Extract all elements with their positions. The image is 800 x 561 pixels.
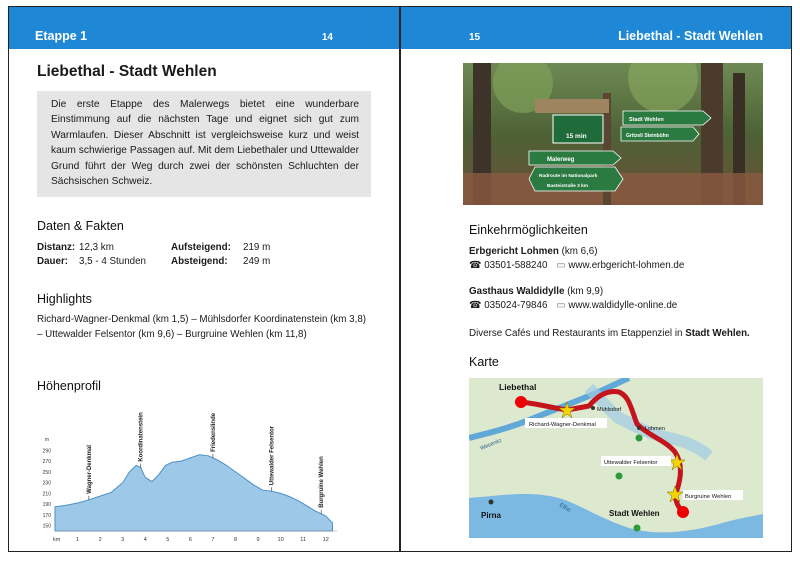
- ascent-label: Aufsteigend:: [171, 242, 231, 253]
- page-title: Liebethal - Stadt Wehlen: [37, 63, 217, 80]
- x-tick-label: 12: [322, 537, 329, 543]
- x-tick-label: 9: [256, 537, 260, 543]
- left-page: [8, 6, 400, 552]
- x-tick-label: 7: [211, 537, 215, 543]
- map-label-muehlsdorf: Mühlsdorf: [597, 407, 622, 413]
- place-phone: 03501-588240: [484, 260, 548, 271]
- sign-malerweg: Malerweg: [547, 157, 575, 163]
- map-label-marker: 3: [643, 437, 646, 443]
- phone-icon: ☎: [469, 300, 482, 311]
- lodging-heading: Einkehrmöglichkeiten: [469, 223, 588, 237]
- page-number-right: 15: [469, 32, 481, 43]
- stage-title: Etappe 1: [35, 29, 88, 43]
- map-label-pirna: Pirna: [481, 511, 502, 520]
- descent-value: 249 m: [243, 256, 271, 267]
- computer-icon: ▭: [556, 300, 566, 311]
- y-tick-label: 210: [42, 491, 51, 498]
- sign-gritzeli: Gritzeli Steinbühn: [626, 133, 669, 139]
- page-number-left: 14: [321, 32, 333, 43]
- sign-basteistrasse: Basteistraße 3 km: [547, 184, 589, 189]
- route-map-image: [469, 378, 763, 538]
- signpost-photo: [463, 63, 763, 205]
- elevation-profile: [25, 403, 345, 549]
- map-label-wesenitz: Wesenitz: [479, 437, 503, 452]
- map-label-elbe: Elbe: [558, 502, 572, 514]
- duration-label: Dauer:: [37, 256, 69, 267]
- y-tick-label: 270: [42, 459, 51, 466]
- intro-text: Die erste Etappe des Malerwegs bietet eine wunderbare Einstimmung auf die nächsten Tage und eignet sich gut zum Warmlaufen. Dieser Abschnitt ist vergleichsweise kurz und weist kaum schwierige Passagen auf. Mit dem Liebethaler und Uttewalder Grund führt der Weg durch zwei der schönsten Schluchten der Sächsischen Schweiz.: [37, 91, 371, 197]
- duration-value: 3,5 - 4 Stunden: [79, 256, 146, 267]
- place-phone: 035024-79846: [484, 300, 548, 311]
- x-tick-label: 4: [143, 537, 147, 543]
- annotation-label: Burgruine Wehlen: [319, 456, 326, 508]
- annotation-label: Friedenslinde: [210, 412, 217, 452]
- x-tick-label: 8: [233, 537, 238, 543]
- x-tick-label: 6: [188, 537, 192, 543]
- profile-area: [55, 455, 333, 531]
- y-tick-label: 230: [42, 480, 51, 487]
- x-tick-label: 2: [98, 537, 102, 543]
- y-tick-label: 290: [42, 448, 51, 455]
- x-tick-label: 3: [121, 537, 125, 543]
- y-tick-label: 190: [42, 502, 51, 509]
- place-name: Gasthaus Waldidylle: [469, 286, 565, 297]
- facts-heading: Daten & Fakten: [37, 219, 124, 233]
- left-page-header: [9, 7, 399, 49]
- left-content: [37, 63, 371, 81]
- annotation-label: Wagner-Denkmal: [86, 445, 93, 494]
- highlights-section: [37, 292, 371, 342]
- sign-15min: 15 min: [566, 133, 587, 140]
- map-label-liebethal: Liebethal: [499, 382, 537, 392]
- map-label-stadt-wehlen: Stadt Wehlen: [609, 509, 660, 518]
- stage-route-title: Liebethal - Stadt Wehlen: [618, 29, 763, 43]
- y-tick-label: 250: [42, 469, 51, 476]
- intro-box: [37, 91, 371, 197]
- map-heading: Karte: [469, 355, 499, 369]
- ascent-value: 219 m: [243, 242, 271, 253]
- misc-text-bold: Stadt Wehlen.: [685, 328, 750, 339]
- elevation-chart: [25, 403, 345, 549]
- x-tick-label: 1: [76, 537, 80, 543]
- place-km: (km 6,6): [561, 246, 598, 257]
- misc-text-prefix: Diverse Cafés und Restaurants im Etappenziel in: [469, 328, 686, 339]
- x-tick-label: 5: [166, 537, 170, 543]
- map-label-felsentor: Uttewalder Felsentor: [604, 460, 658, 466]
- x-tick-label: 10: [277, 537, 284, 543]
- sign-radroute: Radroute im Nationalpark: [539, 174, 598, 179]
- profile-heading: Höhenprofil: [37, 379, 101, 393]
- misc-text: [469, 327, 763, 341]
- map-label-lohmen: Lohmen: [645, 426, 665, 432]
- map-label-burgruine: Burgruine Wehlen: [685, 494, 732, 500]
- place-km: (km 9,9): [567, 286, 604, 297]
- y-tick-label: 170: [42, 512, 51, 519]
- right-page-header: [401, 7, 791, 49]
- y-tick-label: 150: [42, 523, 51, 530]
- sign-stadt-wehlen: Stadt Wehlen: [629, 117, 664, 123]
- distance-label: Distanz:: [37, 242, 76, 253]
- route-map: [469, 378, 763, 538]
- facts-section: [37, 219, 371, 269]
- map-label-wagner: Richard-Wagner-Denkmal: [529, 422, 596, 428]
- place-erbgericht: [469, 245, 763, 273]
- place-web[interactable]: www.erbgericht-lohmen.de: [568, 260, 685, 271]
- signpost-photo-image: [463, 63, 763, 205]
- highlights-text: Richard-Wagner-Denkmal (km 1,5) – Mühlsdorfer Koordinatenstein (km 3,8) – Uttewalder Felsentor (km 9,6) – Burgruine Wehlen (km 11,8): [37, 314, 367, 340]
- x-axis-label: km: [53, 537, 61, 543]
- y-axis-label: m: [44, 437, 49, 443]
- lodging-section: [469, 223, 763, 341]
- x-tick-label: 11: [300, 537, 307, 543]
- place-name: Erbgericht Lohmen: [469, 246, 559, 257]
- facts-table: [37, 241, 371, 269]
- computer-icon: ▭: [556, 260, 566, 271]
- distance-value: 12,3 km: [79, 242, 114, 253]
- phone-icon: ☎: [469, 260, 482, 271]
- annotation-label: Koordinatenstein: [138, 412, 145, 462]
- profile-section: [37, 379, 371, 393]
- place-waldidylle: [469, 285, 763, 313]
- place-web[interactable]: www.waldidylle-online.de: [568, 300, 678, 311]
- descent-label: Absteigend:: [171, 256, 228, 267]
- annotation-label: Uttewalder Felsentor: [269, 425, 276, 486]
- right-page: [400, 6, 792, 552]
- highlights-heading: Highlights: [37, 292, 92, 306]
- map-heading-wrap: [469, 355, 763, 369]
